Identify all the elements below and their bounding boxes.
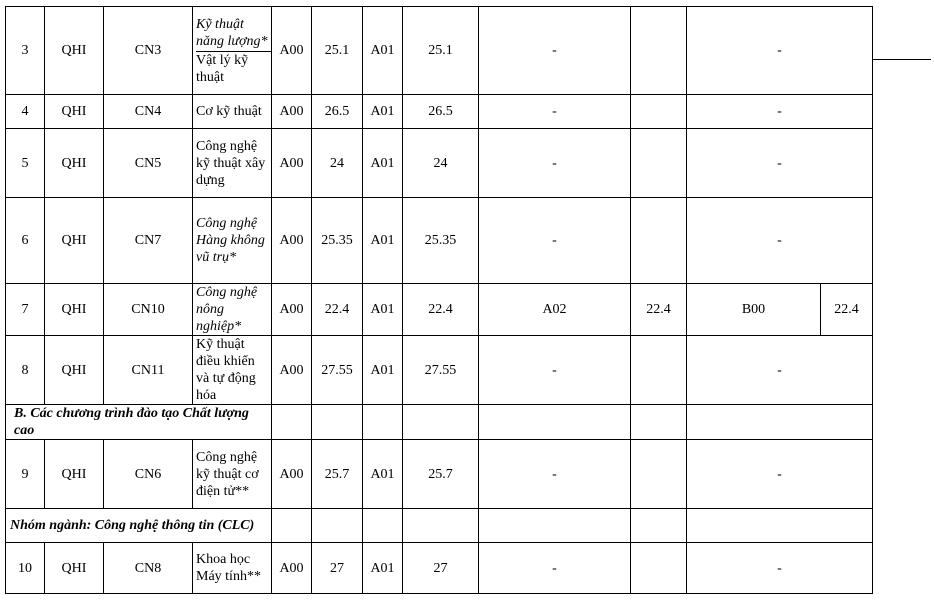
score1-cell: 27.55 [312, 336, 363, 405]
major-code-cell: CN7 [104, 198, 193, 284]
group4-cell: - [687, 543, 873, 594]
score3-cell [631, 198, 687, 284]
group1-cell: A00 [272, 198, 312, 284]
section-heading-it-group: Nhóm ngành: Công nghệ thông tin (CLC) [6, 509, 272, 543]
group2-cell: A01 [363, 95, 403, 129]
score1-cell: 22.4 [312, 284, 363, 336]
score2-cell: 22.4 [403, 284, 479, 336]
score2-cell: 25.1 [403, 7, 479, 95]
group3-cell: - [479, 7, 631, 95]
group2-cell: A01 [363, 440, 403, 509]
group3-cell: A02 [479, 284, 631, 336]
group2-cell: A01 [363, 129, 403, 198]
group3-cell: - [479, 129, 631, 198]
major-name-cell: Khoa học Máy tính** [193, 543, 272, 594]
major-code-cell: CN5 [104, 129, 193, 198]
major-name-cell: Công nghệ kỹ thuật cơ điện tử** [193, 440, 272, 509]
table-row [6, 129, 873, 198]
score2-cell: 24 [403, 129, 479, 198]
major-code-cell: CN3 [104, 7, 193, 95]
major-code-cell: CN8 [104, 543, 193, 594]
score2-cell: 27.55 [403, 336, 479, 405]
stt-cell: 10 [6, 543, 45, 594]
stt-cell: 8 [6, 336, 45, 405]
group1-cell: A00 [272, 95, 312, 129]
major-name-cell: Công nghệ Hàng không vũ trụ* [193, 198, 272, 284]
table-row [6, 95, 873, 129]
school-code-cell: QHI [45, 284, 104, 336]
group4-cell: - [687, 95, 873, 129]
score3-cell [631, 336, 687, 405]
score1-cell: 26.5 [312, 95, 363, 129]
score1-cell: 25.1 [312, 7, 363, 95]
group3-cell: - [479, 440, 631, 509]
stt-cell: 9 [6, 440, 45, 509]
score1-cell: 25.7 [312, 440, 363, 509]
admission-score-table [5, 6, 873, 594]
school-code-cell: QHI [45, 198, 104, 284]
group4-cell: B00 [687, 284, 821, 336]
score2-cell: 26.5 [403, 95, 479, 129]
score4-cell: 22.4 [821, 284, 873, 336]
score1-cell: 27 [312, 543, 363, 594]
group4-cell: - [687, 7, 873, 95]
major-name-secondary: Vật lý kỹ thuật [196, 52, 249, 85]
score3-cell: 22.4 [631, 284, 687, 336]
score2-cell: 27 [403, 543, 479, 594]
score3-cell [631, 543, 687, 594]
group4-cell: - [687, 336, 873, 405]
table-row [6, 7, 873, 95]
stt-cell: 5 [6, 129, 45, 198]
major-name-cell: Công nghệ kỹ thuật xây dựng [193, 129, 272, 198]
group3-cell: - [479, 543, 631, 594]
group4-cell: - [687, 129, 873, 198]
score1-cell: 24 [312, 129, 363, 198]
score3-cell [631, 95, 687, 129]
group1-cell: A00 [272, 336, 312, 405]
school-code-cell: QHI [45, 336, 104, 405]
school-code-cell: QHI [45, 440, 104, 509]
school-code-cell: QHI [45, 543, 104, 594]
group1-cell: A00 [272, 440, 312, 509]
school-code-cell: QHI [45, 95, 104, 129]
group3-cell: - [479, 336, 631, 405]
score3-cell [631, 440, 687, 509]
school-code-cell: QHI [45, 129, 104, 198]
table-row [6, 543, 873, 594]
school-code-cell: QHI [45, 7, 104, 95]
group4-cell: - [687, 440, 873, 509]
table-row [6, 198, 873, 284]
score3-cell [631, 129, 687, 198]
group1-cell: A00 [272, 284, 312, 336]
group2-cell: A01 [363, 284, 403, 336]
group2-cell: A01 [363, 7, 403, 95]
group4-cell: - [687, 198, 873, 284]
group2-cell: A01 [363, 543, 403, 594]
major-name-cell: Cơ kỹ thuật [193, 95, 272, 129]
group3-cell: - [479, 95, 631, 129]
major-name-cell: Công nghệ nông nghiệp* [193, 284, 272, 336]
score1-cell: 25.35 [312, 198, 363, 284]
major-name-primary: Kỹ thuật năng lượng* [196, 16, 271, 52]
score2-cell: 25.7 [403, 440, 479, 509]
section-row [6, 405, 873, 440]
stt-cell: 3 [6, 7, 45, 95]
group1-cell: A00 [272, 7, 312, 95]
table-edge-fragment [873, 59, 931, 60]
major-code-cell: CN4 [104, 95, 193, 129]
score2-cell: 25.35 [403, 198, 479, 284]
section-heading-clc: B. Các chương trình đào tạo Chất lượng cao [6, 405, 272, 440]
table-row [6, 284, 873, 336]
table-row [6, 336, 873, 405]
stt-cell: 6 [6, 198, 45, 284]
major-code-cell: CN6 [104, 440, 193, 509]
group3-cell: - [479, 198, 631, 284]
group2-cell: A01 [363, 198, 403, 284]
major-name-cell: Kỹ thuật điều khiển và tự động hóa [193, 336, 272, 405]
group1-cell: A00 [272, 543, 312, 594]
stt-cell: 4 [6, 95, 45, 129]
major-code-cell: CN11 [104, 336, 193, 405]
table-row [6, 440, 873, 509]
stt-cell: 7 [6, 284, 45, 336]
score3-cell [631, 7, 687, 95]
major-code-cell: CN10 [104, 284, 193, 336]
major-name-cell [193, 7, 272, 95]
group2-cell: A01 [363, 336, 403, 405]
group1-cell: A00 [272, 129, 312, 198]
section-row [6, 509, 873, 543]
